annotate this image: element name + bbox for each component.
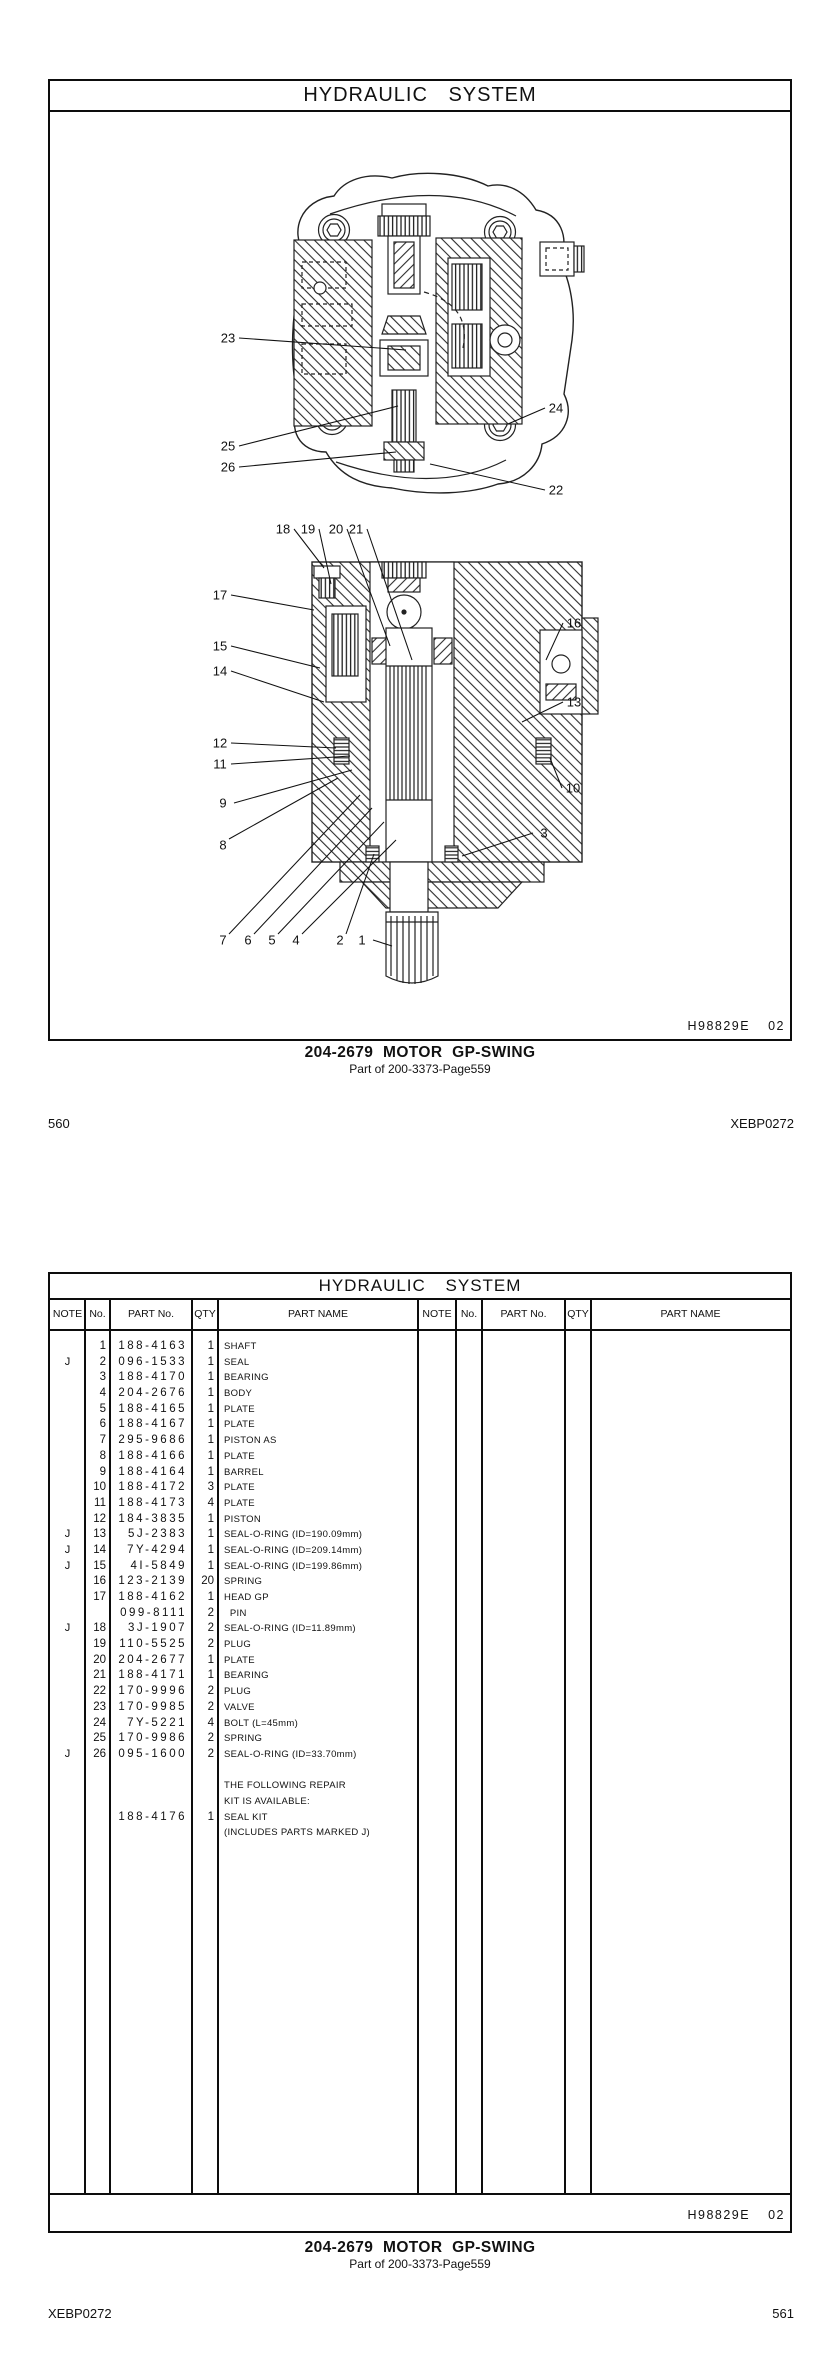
callout-label-11: 11 — [213, 756, 227, 772]
cell-name: PLATE — [224, 1419, 255, 1431]
table-row — [50, 1355, 790, 1371]
cell-note: J — [64, 1559, 71, 1572]
table-column-rule — [84, 1300, 86, 2195]
cell-part: 188-4165 — [118, 1402, 187, 1415]
callout-label-17: 17 — [212, 587, 228, 603]
table-row — [50, 1621, 790, 1637]
cell-part: 110-5525 — [119, 1638, 187, 1651]
column-header: No. — [89, 1308, 106, 1320]
left-valve-cut — [326, 606, 366, 702]
cell-qty: 1 — [207, 1559, 214, 1572]
cell-qty: 2 — [207, 1606, 214, 1619]
cell-note: J — [64, 1622, 71, 1635]
cell-name: SPRING — [224, 1733, 263, 1745]
table-row — [50, 1653, 790, 1669]
callout-label-10: 10 — [565, 780, 581, 796]
seal-ring-left — [334, 738, 349, 764]
column-header: PART NAME — [287, 1308, 349, 1320]
table-row — [50, 1590, 790, 1606]
column-header: QTY — [567, 1308, 589, 1320]
cell-name: SEAL-O-RING (ID=190.09mm) — [224, 1529, 363, 1541]
cell-name: SEAL-O-RING (ID=199.86mm) — [224, 1560, 363, 1572]
cell-part: 204-2676 — [118, 1387, 187, 1400]
cell-no: 12 — [93, 1512, 106, 1525]
cell-name: SEAL-O-RING (ID=11.89mm) — [224, 1623, 356, 1635]
cell-name: HEAD GP — [224, 1592, 269, 1603]
head-casting-section — [294, 240, 372, 426]
cell-part: 096-1533 — [118, 1355, 187, 1368]
figure-caption-title-page2: 204-2679 MOTOR GP-SWING — [304, 2239, 536, 2256]
cell-part: 188-4171 — [118, 1669, 187, 1682]
callout-label-13: 13 — [566, 694, 582, 710]
table-row — [50, 1778, 790, 1794]
table-row — [50, 1402, 790, 1418]
cell-no: 22 — [93, 1685, 106, 1698]
cell-note: J — [64, 1528, 71, 1541]
table-row — [50, 1465, 790, 1481]
figure-caption-sub-page1: Part of 200-3373-Page559 — [349, 1062, 491, 1076]
cell-name: THE FOLLOWING REPAIR — [224, 1780, 346, 1792]
cell-part: 184-3835 — [118, 1512, 187, 1525]
cell-name: BARREL — [224, 1466, 264, 1478]
table-row — [50, 1825, 790, 1841]
table-row — [50, 1480, 790, 1496]
cell-name: BODY — [224, 1388, 253, 1400]
cell-qty: 2 — [207, 1685, 214, 1698]
column-header: NOTE — [52, 1308, 83, 1320]
cell-no: 20 — [93, 1653, 106, 1666]
cell-name: PISTON AS — [224, 1435, 277, 1447]
cell-qty: 20 — [201, 1575, 214, 1588]
table-column-rule — [191, 1300, 193, 2195]
figure-caption-title-page1: 204-2679 MOTOR GP-SWING — [304, 1044, 536, 1061]
cell-part: 099-8111 — [120, 1606, 187, 1619]
cell-note: J — [64, 1355, 71, 1368]
cell-no: 8 — [99, 1449, 106, 1462]
cell-part: 188-4173 — [118, 1496, 187, 1509]
callout-label-6: 6 — [244, 932, 252, 948]
column-header: PART No. — [127, 1308, 175, 1320]
column-header: No. — [460, 1308, 478, 1320]
shaft-seal-right — [445, 846, 458, 862]
cell-part: 095-1600 — [118, 1747, 187, 1760]
cell-name: PLATE — [224, 1654, 255, 1666]
table-row — [50, 1496, 790, 1512]
cell-part: 3J-1907 — [127, 1622, 187, 1635]
cell-part: 188-4162 — [118, 1591, 187, 1603]
callout-label-5: 5 — [268, 932, 276, 948]
cell-part: 7Y-4294 — [127, 1543, 187, 1556]
cell-qty: 1 — [207, 1355, 214, 1368]
cell-no: 23 — [93, 1700, 106, 1713]
callout-label-19: 19 — [300, 521, 316, 537]
table-row — [50, 1731, 790, 1747]
column-header: PART No. — [500, 1308, 547, 1320]
publication-code-page2: XEBP0272 — [48, 2306, 112, 2321]
callout-label-7: 7 — [219, 932, 227, 948]
cell-name: PLATE — [224, 1403, 255, 1415]
cell-qty: 1 — [207, 1543, 214, 1556]
callout-label-21: 21 — [348, 521, 364, 537]
figure-caption-sub-page2: Part of 200-3373-Page559 — [349, 2257, 491, 2271]
page-number-560: 560 — [48, 1116, 70, 1131]
cell-qty: 2 — [207, 1700, 214, 1713]
table-row — [50, 1543, 790, 1559]
swing-motor-cross-section-diagram — [50, 112, 790, 1039]
table-column-rule — [109, 1300, 111, 2195]
cell-no: 17 — [93, 1591, 106, 1603]
page1-title: HYDRAULIC SYSTEM — [50, 81, 790, 112]
drawing-ref: H98829E — [687, 2208, 751, 2222]
cell-no: 21 — [93, 1669, 106, 1682]
callout-label-14: 14 — [212, 663, 228, 679]
table-row — [50, 1433, 790, 1449]
table-column-rule — [481, 1300, 483, 2195]
cell-part: 295-9686 — [118, 1434, 187, 1447]
cell-name: BEARING — [224, 1670, 269, 1682]
cell-name: PLATE — [224, 1450, 255, 1462]
cell-part: 170-9985 — [118, 1700, 187, 1713]
column-header: PART NAME — [660, 1308, 721, 1320]
drawing-ref: H98829E — [687, 1019, 751, 1033]
cell-no: 13 — [93, 1528, 106, 1541]
cell-name: PLATE — [224, 1482, 255, 1494]
cell-no: 6 — [99, 1418, 106, 1431]
cell-qty: 1 — [207, 1512, 214, 1525]
cell-part: 170-9986 — [118, 1732, 187, 1745]
cell-name: BEARING — [224, 1372, 269, 1384]
column-header: QTY — [194, 1308, 216, 1320]
cell-name: KIT IS AVAILABLE: — [224, 1795, 310, 1807]
motor-head-valve-view — [293, 173, 584, 493]
callout-label-23: 23 — [220, 330, 236, 346]
spline-coupling — [386, 912, 438, 984]
table-row — [50, 1386, 790, 1402]
callout-label-20: 20 — [328, 521, 344, 537]
cell-qty: 1 — [207, 1653, 214, 1666]
cell-no: 7 — [99, 1434, 106, 1447]
publication-code-page1: XEBP0272 — [730, 1116, 794, 1131]
cell-name: VALVE — [224, 1701, 255, 1713]
cell-no: 3 — [99, 1371, 106, 1384]
cell-qty: 1 — [207, 1810, 214, 1823]
drawing-rev: 02 — [768, 2208, 785, 2222]
cell-no: 19 — [93, 1638, 106, 1651]
cell-qty: 1 — [207, 1418, 214, 1431]
callout-leader-14 — [231, 671, 324, 702]
cell-qty: 1 — [207, 1371, 214, 1384]
cell-qty: 4 — [207, 1496, 214, 1509]
cell-part: 4I-5849 — [130, 1559, 187, 1572]
column-header: NOTE — [422, 1308, 452, 1320]
cell-qty: 3 — [207, 1481, 214, 1494]
callout-label-12: 12 — [212, 735, 228, 751]
shaft-neck — [390, 862, 428, 912]
callout-leader-17 — [231, 595, 314, 610]
cell-name: PLUG — [224, 1639, 252, 1651]
parts-table-header — [50, 1300, 790, 1331]
cell-qty: 1 — [207, 1528, 214, 1541]
table-column-rule — [455, 1300, 457, 2195]
table-row — [50, 1574, 790, 1590]
drawing-code-page1 — [687, 1019, 785, 1033]
cell-no: 16 — [93, 1575, 106, 1588]
seal-ring-right — [536, 738, 551, 764]
cell-no: 25 — [93, 1732, 106, 1745]
drawing-rev: 02 — [768, 1019, 785, 1033]
cell-no: 9 — [99, 1465, 106, 1478]
cell-qty: 1 — [207, 1402, 214, 1415]
cell-no: 14 — [93, 1543, 106, 1556]
page2-title: HYDRAULIC SYSTEM — [50, 1274, 790, 1300]
table-row — [50, 1527, 790, 1543]
callout-label-16: 16 — [566, 615, 582, 631]
cell-no: 10 — [93, 1481, 106, 1494]
cell-qty: 1 — [207, 1387, 214, 1400]
callout-label-3: 3 — [540, 825, 548, 841]
cell-note: J — [64, 1747, 71, 1760]
cell-part: 188-4176 — [118, 1810, 187, 1823]
parts-table — [50, 1300, 790, 2195]
callout-label-9: 9 — [219, 795, 227, 811]
table-row — [50, 1606, 790, 1622]
table-row — [50, 1339, 790, 1355]
cell-name: (INCLUDES PARTS MARKED J) — [224, 1827, 370, 1839]
cell-qty: 4 — [207, 1716, 214, 1729]
cell-no: 4 — [99, 1387, 106, 1400]
cell-qty: 1 — [207, 1591, 214, 1603]
page1-sheet-frame — [48, 79, 792, 1041]
table-row — [50, 1700, 790, 1716]
table-row — [50, 1559, 790, 1575]
callout-label-2: 2 — [336, 932, 344, 948]
cell-no: 5 — [99, 1402, 106, 1415]
callout-label-1: 1 — [358, 932, 366, 948]
callout-label-24: 24 — [548, 400, 564, 416]
bottom-boss — [362, 882, 522, 908]
cell-part: 188-4166 — [118, 1449, 187, 1462]
cell-name: PIN — [224, 1607, 247, 1619]
cell-name: SEAL KIT — [224, 1811, 268, 1823]
callout-label-4: 4 — [292, 932, 300, 948]
table-row — [50, 1417, 790, 1433]
cell-qty: 1 — [207, 1434, 214, 1447]
cell-part: 204-2677 — [118, 1653, 187, 1666]
cell-qty: 1 — [207, 1340, 214, 1352]
cell-name: SHAFT — [224, 1341, 257, 1352]
table-row — [50, 1810, 790, 1826]
table-row — [50, 1668, 790, 1684]
cell-qty: 2 — [207, 1638, 214, 1651]
cell-qty: 1 — [207, 1465, 214, 1478]
cell-part: 5J-2383 — [127, 1528, 187, 1541]
cell-no: 26 — [93, 1747, 106, 1760]
cell-qty: 2 — [207, 1732, 214, 1745]
table-column-rule — [417, 1300, 419, 2195]
cell-part: 188-4172 — [118, 1481, 187, 1494]
cell-no: 15 — [93, 1559, 106, 1572]
cell-no: 2 — [99, 1355, 106, 1368]
cell-part: 188-4163 — [118, 1340, 187, 1352]
table-row — [50, 1449, 790, 1465]
callout-label-8: 8 — [219, 837, 227, 853]
cell-name: SEAL — [224, 1356, 250, 1368]
cell-qty: 1 — [207, 1669, 214, 1682]
spline-shaft — [386, 628, 432, 862]
table-row — [50, 1763, 790, 1779]
table-row — [50, 1747, 790, 1763]
table-row — [50, 1716, 790, 1732]
cell-no: 1 — [99, 1340, 106, 1352]
page-number-561: 561 — [772, 2306, 794, 2321]
cell-no: 24 — [93, 1716, 106, 1729]
callout-label-22: 22 — [548, 482, 564, 498]
cell-name: SEAL-O-RING (ID=33.70mm) — [224, 1748, 357, 1760]
cell-part: 123-2139 — [118, 1575, 187, 1588]
cell-part: 188-4167 — [118, 1418, 187, 1431]
drawing-code-page2 — [687, 2208, 785, 2222]
cell-note: J — [64, 1543, 71, 1556]
right-flange — [582, 618, 598, 714]
table-row — [50, 1684, 790, 1700]
motor-body-section-view — [312, 562, 598, 984]
page2-sheet-frame — [48, 1272, 792, 2233]
cell-part: 188-4164 — [118, 1465, 187, 1478]
cell-qty: 2 — [207, 1747, 214, 1760]
cell-part: 7Y-5221 — [127, 1716, 187, 1729]
cell-name: SPRING — [224, 1576, 263, 1588]
cell-name: PLUG — [224, 1686, 252, 1698]
callout-label-15: 15 — [212, 638, 228, 654]
callout-label-25: 25 — [220, 438, 236, 454]
cell-no: 11 — [94, 1496, 106, 1509]
callout-label-26: 26 — [220, 459, 236, 475]
cell-qty: 1 — [207, 1449, 214, 1462]
cell-name: BOLT (L=45mm) — [224, 1717, 299, 1729]
table-row — [50, 1637, 790, 1653]
table-column-rule — [590, 1300, 592, 2195]
cell-part: 170-9996 — [118, 1685, 187, 1698]
table-column-rule — [564, 1300, 566, 2195]
cell-name: PLATE — [224, 1497, 255, 1509]
table-row — [50, 1794, 790, 1810]
cell-name: PISTON — [224, 1513, 261, 1525]
callout-leader-15 — [231, 646, 320, 668]
table-row — [50, 1370, 790, 1386]
cell-no: 18 — [93, 1622, 106, 1635]
cell-part: 188-4170 — [118, 1371, 187, 1384]
table-bottom-rule — [50, 2193, 790, 2195]
bearing-right — [434, 638, 452, 664]
callout-label-18: 18 — [275, 521, 291, 537]
cell-qty: 2 — [207, 1622, 214, 1635]
table-row — [50, 1512, 790, 1528]
table-column-rule — [217, 1300, 219, 2195]
cell-name: SEAL-O-RING (ID=209.14mm) — [224, 1544, 363, 1556]
parts-table-rows — [50, 1339, 790, 1841]
